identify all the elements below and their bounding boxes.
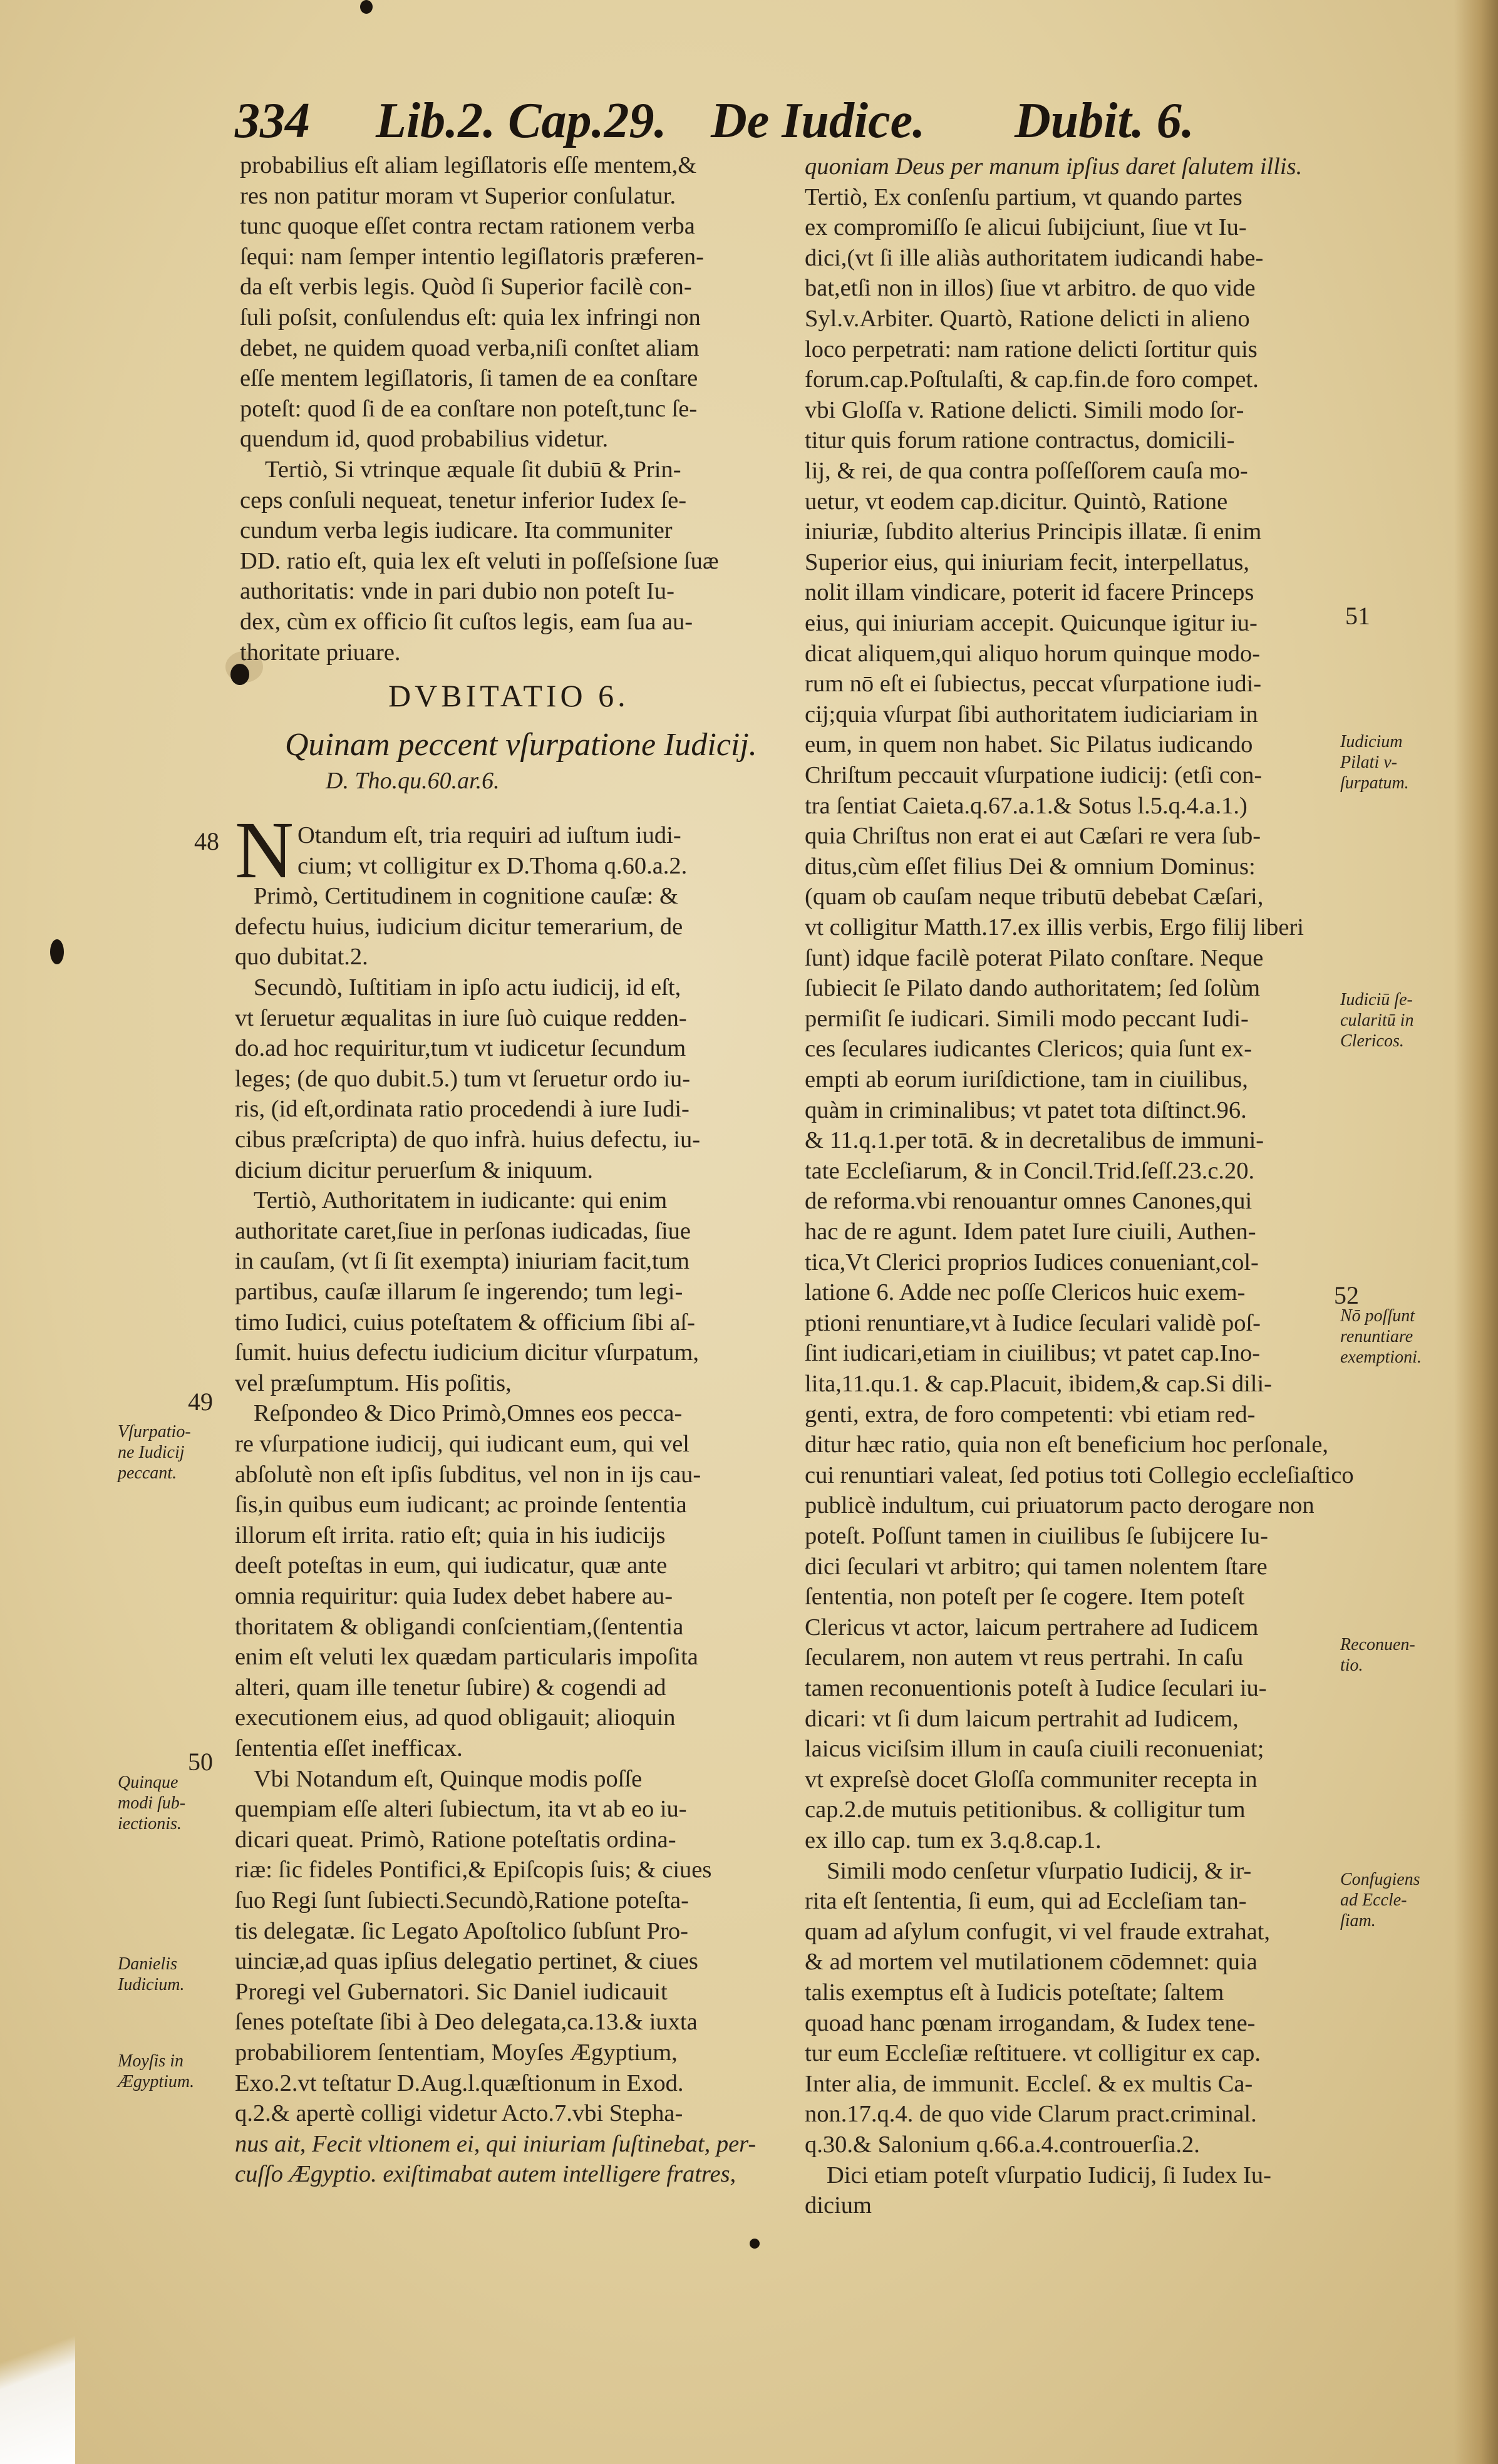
margin-gloss: [1340, 1306, 1422, 1368]
gloss-line: Confugiens: [1340, 1870, 1420, 1889]
text-line: ſis,in quibus eum iudicant; ac proinde ſententia: [235, 1492, 687, 1518]
text-line: q.2.& apertè colligi videtur Acto.7.vbi Stepha-: [235, 2100, 683, 2127]
text-line: abſolutè non eſt ipſis ſubditus, vel non in ijs cau-: [235, 1461, 701, 1488]
text-line: empti ab eorum iuriſdictione, tam in ciuilibus,: [805, 1066, 1248, 1093]
text-line: DD. ratio eſt, quia lex eſt veluti in poſſeſsione ſuæ: [240, 547, 719, 574]
gloss-line: modi ſub-: [118, 1793, 186, 1813]
text-line: re vſurpatione iudicij, qui iudicant eum, qui vel: [235, 1431, 690, 1457]
text-line: non.17.q.4. de quo vide Clarum pract.criminal.: [805, 2101, 1257, 2128]
text-line: titur quis forum ratione contractus, domicili-: [805, 427, 1235, 454]
text-line: vt ſeruetur æqualitas in iure ſuò cuique redden-: [235, 1004, 687, 1031]
text-line: Primò, Certitudinem in cognitione cauſæ: &: [254, 883, 678, 910]
text-line: omnia requiritur: quia Iudex debet habere au-: [235, 1583, 673, 1609]
text-line: cium; vt colligitur ex D.Thoma q.60.a.2.: [297, 852, 688, 879]
gloss-line: cularitū in: [1340, 1011, 1414, 1030]
gloss-line: Clericos.: [1340, 1031, 1404, 1051]
text-line: genti, extra, de foro competenti: vbi etiam red-: [805, 1401, 1256, 1428]
gloss-line: ad Eccle-: [1340, 1890, 1407, 1910]
gloss-line: renuntiare: [1340, 1327, 1413, 1346]
gloss-line: Reconuen-: [1340, 1635, 1415, 1654]
text-line: forum.cap.Poſtulaſti, & cap.fin.de foro compet.: [805, 366, 1259, 393]
text-line: Dici etiam poteſt vſurpatio Iudicij, ſi Iudex Iu-: [827, 2162, 1271, 2188]
text-line: rum nō eſt ei ſubiectus, peccat vſurpatione iudi-: [805, 671, 1262, 698]
text-line: (quam ob cauſam neque tributū debebat Cæſari,: [805, 884, 1264, 910]
text-line: nus ait, Fecit vltionem ei, qui iniuriam ſuſtinebat, per-: [235, 2130, 757, 2157]
text-line: permiſit ſe iudicari. Simili modo peccant Iudi-: [805, 1005, 1249, 1032]
margin-number: 51: [1345, 602, 1370, 630]
text-line: Clericus vt actor, laicum pertrahere ad Iudicem: [805, 1614, 1259, 1641]
text-line: loco perpetrati: nam ratione delicti ſortitur quis: [805, 336, 1258, 363]
gloss-line: Iudiciū ſe-: [1340, 990, 1413, 1009]
margin-gloss: [1340, 1869, 1420, 1931]
text-line: Vbi Notandum eſt, Quinque modis poſſe: [254, 1765, 643, 1792]
text-line: ſint iudicari,etiam in ciuilibus; vt patet cap.Ino-: [805, 1340, 1261, 1367]
dubitatio-title: DVBITATIO 6.: [388, 678, 629, 713]
text-line: authoritatis: vnde in pari dubio non poteſt Iu-: [240, 578, 674, 605]
text-line: dicat aliquem,qui aliquo horum quinque modo-: [805, 640, 1261, 667]
text-line: rita eſt ſententia, ſi eum, qui ad Eccleſiam tan-: [805, 1888, 1247, 1915]
text-line: tica,Vt Clerici proprios Iudices conueniant,col-: [805, 1249, 1259, 1276]
text-line: ſunt) idque facilè poterat Pilato conſtare. Neque: [805, 944, 1264, 971]
text-line: timo Iudici, cuius poteſtatem & officium ſibi aſ-: [235, 1309, 695, 1336]
text-line: deeſt poteſtas in eum, qui iudicatur, quæ ante: [235, 1552, 668, 1579]
dubitatio-subtitle: Quinam peccent vſurpatione Iudicij.: [285, 727, 757, 763]
text-line: riæ: ſic fideles Pontifici,& Epiſcopis ſuis; & ciues: [235, 1857, 712, 1884]
gloss-line: ſiam.: [1340, 1911, 1376, 1930]
text-line: bat,etſi non in illos) ſiue vt arbitro. de quo vide: [805, 275, 1256, 302]
text-line: alteri, quam ille tenetur ſubire) & cogendi ad: [235, 1674, 666, 1701]
dubitatio-reference: D. Tho.qu.60.ar.6.: [326, 768, 500, 794]
ink-blot: [750, 2239, 760, 2249]
text-line: hac de re agunt. Idem patet Iure ciuili, Authen-: [805, 1219, 1256, 1245]
text-line: quoniam Deus per manum ipſius daret ſalutem illis.: [805, 153, 1303, 180]
text-line: quam ad aſylum confugit, vi vel fraude extrahat,: [805, 1918, 1271, 1945]
gloss-line: ne Iudicij: [118, 1443, 185, 1462]
text-line: Superior eius, qui iniuriam fecit, interpellatus,: [805, 549, 1249, 575]
header-book: Lib.2. Cap.29.: [376, 93, 667, 148]
text-line: ſumit. huius defectu iudicium dicitur vſurpatum,: [235, 1339, 699, 1366]
text-line: thoritate priuare.: [240, 639, 401, 666]
text-line: poteſt. Poſſunt tamen in ciuilibus ſe ſubijcere Iu-: [805, 1523, 1268, 1549]
text-line: da eſt verbis legis. Quòd ſi Superior facilè con-: [240, 274, 692, 301]
text-line: ſententia eſſet inefficax.: [235, 1735, 463, 1761]
text-line: tamen reconuentionis poteſt à Iudice ſeculari iu-: [805, 1675, 1267, 1701]
text-line: poteſt: quod ſi de ea conſtare non poteſt,tunc ſe-: [240, 395, 698, 422]
ink-blot: [50, 939, 64, 964]
gloss-line: Ægyptium.: [118, 2072, 195, 2091]
margin-gloss: [1340, 1634, 1415, 1676]
text-line: & 11.q.1.per totā. & in decretalibus de immuni-: [805, 1127, 1264, 1154]
text-line: vt colligitur Matth.17.ex illis verbis, Ergo filij liberi: [805, 914, 1304, 941]
text-line: uinciæ,ad quas ipſius delegatio pertinet, & ciues: [235, 1948, 698, 1975]
text-line: Chriſtum peccauit vſurpatione iudicij: (etſi con-: [805, 762, 1263, 788]
text-line: tis delegatæ. ſic Legato Apoſtolico ſubſunt Pro-: [235, 1917, 688, 1944]
text-line: Secundò, Iuſtitiam in ipſo actu iudicij, id eſt,: [254, 974, 681, 1001]
text-line: dici ſeculari vt arbitro; qui tamen nolentem ſtare: [805, 1553, 1268, 1580]
margin-gloss: [118, 1954, 185, 1995]
margin-number: 48: [194, 827, 219, 855]
text-line: ditus,cùm eſſet filius Dei & omnium Dominus:: [805, 853, 1256, 880]
text-line: ex illo cap. tum ex 3.q.8.cap.1.: [805, 1827, 1102, 1853]
text-line: ex compromiſſo ſe alicui ſubijciunt, ſiue vt Iu-: [805, 214, 1247, 241]
text-line: executionem eius, ad quod obligauit; alioquin: [235, 1704, 676, 1731]
text-line: ſententia, non poteſt per ſe cogere. Item poteſt: [805, 1584, 1245, 1611]
text-line: dex, cùm ex officio ſit cuſtos legis, eam ſua au-: [240, 609, 693, 635]
text-line: tur eum Eccleſiæ reſtituere. vt colligitur ex cap.: [805, 2040, 1261, 2067]
text-line: authoritate caret,ſiue in perſonas iudicadas, ſiue: [235, 1217, 691, 1244]
text-line: ſequi: nam ſemper intentio legiſlatoris præferen-: [240, 243, 704, 270]
gloss-line: Iudicium.: [118, 1975, 185, 1994]
text-line: debet, ne quidem quoad verba,niſi conſtet aliam: [240, 334, 700, 361]
gloss-line: iectionis.: [118, 1814, 182, 1833]
margin-number: 52: [1334, 1281, 1359, 1309]
text-line: tunc quoque eſſet contra rectam rationem verba: [240, 213, 695, 240]
text-line: enim eſt veluti lex quædam particularis impoſita: [235, 1644, 698, 1671]
torn-corner: [0, 2307, 75, 2464]
text-line: lita,11.qu.1. & cap.Placuit, ibidem,& cap.Si dili-: [805, 1371, 1272, 1397]
text-line: cij;quia vſurpat ſibi authoritatem iudiciariam in: [805, 701, 1258, 728]
text-line: uetur, vt eodem cap.dicitur. Quintò, Ratione: [805, 488, 1228, 515]
margin-gloss: [118, 2051, 194, 2092]
text-line: Inter alia, de immunit. Eccleſ. & ex multis Ca-: [805, 2070, 1253, 2097]
text-line: ditur hæc ratio, quia non eſt beneficium hoc perſonale,: [805, 1431, 1329, 1458]
drop-cap: N: [235, 805, 294, 895]
gloss-line: ſurpatum.: [1340, 773, 1409, 793]
text-line: quàm in criminalibus; vt patet tota diſtinct.96.: [805, 1096, 1247, 1123]
text-line: & ad mortem vel mutilationem cōdemnet: quia: [805, 1949, 1258, 1976]
text-line: Exo.2.vt teſtatur D.Aug.l.quæſtionum in Exod.: [235, 2070, 684, 2096]
text-line: quo dubitat.2.: [235, 944, 368, 971]
text-line: ſubiecit ſe Pilato dando authoritatem; ſed ſolùm: [805, 975, 1261, 1002]
text-line: cundum verba legis iudicare. Ita communiter: [240, 517, 673, 544]
text-line: cuſſo Ægyptio. exiſtimabat autem intelligere fratres,: [235, 2161, 736, 2188]
text-line: dicium: [805, 2192, 872, 2219]
text-line: dicium dicitur peruerſum & iniquum.: [235, 1157, 594, 1183]
header-section: Dubit. 6.: [1015, 93, 1194, 148]
text-line: ceps conſuli nequeat, tenetur inferior Iudex ſe-: [240, 487, 687, 513]
text-line: ptioni renuntiare,vt à Iudice ſeculari validè poſ-: [805, 1309, 1261, 1336]
text-line: cui renuntiari valeat, ſed potius toti Collegio eccleſiaſtico: [805, 1461, 1354, 1488]
text-line: probabilius eſt aliam legiſlatoris eſſe mentem,&: [240, 152, 697, 178]
text-line: Proregi vel Gubernatori. Sic Daniel iudicauit: [235, 1978, 668, 2005]
gloss-line: Quinque: [118, 1773, 178, 1792]
text-line: res non patitur moram vt Superior conſulatur.: [240, 182, 676, 209]
ink-blot: [360, 0, 373, 14]
margin-number: 50: [188, 1748, 213, 1776]
gloss-line: Nō poſſunt: [1340, 1306, 1415, 1326]
text-line: partibus, cauſæ illarum ſe ingerendo; tum legi-: [235, 1279, 683, 1305]
margin-number: 49: [188, 1388, 213, 1416]
text-line: q.30.& Salonium q.66.a.4.controuerſia.2.: [805, 2132, 1200, 2158]
text-line: de reforma.vbi renouantur omnes Canones,qui: [805, 1188, 1253, 1215]
header-title: De Iudice.: [711, 93, 926, 148]
text-line: eius, qui iniuriam accepit. Quicunque igitur iu-: [805, 610, 1258, 636]
gloss-line: tio.: [1340, 1656, 1363, 1675]
gloss-line: Pilati v-: [1340, 753, 1397, 772]
text-line: Reſpondeo & Dico Primò,Omnes eos pecca-: [254, 1400, 683, 1427]
margin-gloss: [1340, 731, 1409, 793]
text-line: Tertiò, Si vtrinque æquale ſit dubiū & Prin-: [265, 456, 681, 483]
text-line: laicus viciſsim illum in cauſa ciuili reconueniat;: [805, 1736, 1264, 1763]
text-line: dici,(vt ſi ille aliàs authoritatem iudicandi habe-: [805, 244, 1264, 271]
text-line: vel præſumptum. His poſitis,: [235, 1369, 512, 1396]
text-line: ſuo Regi ſunt ſubiecti.Secundò,Ratione poteſta-: [235, 1887, 689, 1914]
text-line: Syl.v.Arbiter. Quartò, Ratione delicti in alieno: [805, 306, 1250, 332]
gloss-line: Moyſis in: [118, 2051, 183, 2071]
text-line: Otandum eſt, tria requiri ad iuſtum iudi-: [297, 822, 681, 848]
text-line: quendum id, quod probabilius videtur.: [240, 426, 609, 453]
text-line: Tertiò, Authoritatem in iudicante: qui enim: [254, 1187, 668, 1214]
text-line: quempiam eſſe alteri ſubiectum, ita vt ab eo iu-: [235, 1796, 687, 1823]
text-line: eſſe mentem legiſlatoris, ſi tamen de ea conſtare: [240, 365, 698, 392]
gloss-line: Danielis: [118, 1954, 177, 1974]
text-line: latione 6. Adde nec poſſe Clericos huic exem-: [805, 1279, 1246, 1306]
text-line: ſecularem, non autem vt reus pertrahi. In caſu: [805, 1644, 1244, 1671]
text-line: dicari queat. Primò, Ratione poteſtatis ordina-: [235, 1826, 676, 1853]
text-line: Tertiò, Ex conſenſu partium, vt quando partes: [805, 183, 1242, 210]
text-line: lij, & rei, de qua contra poſſeſſorem cauſa mo-: [805, 458, 1248, 484]
running-header: [235, 93, 1362, 149]
text-line: nolit illam vindicare, poterit id facere Princeps: [805, 579, 1254, 606]
gloss-line: Vſurpatio-: [118, 1422, 191, 1441]
text-line: vt expreſsè docet Gloſſa communiter recepta in: [805, 1766, 1258, 1793]
text-line: do.ad hoc requiritur,tum vt iudicetur ſecundum: [235, 1035, 686, 1062]
text-line: iniuriæ, ſubdito alterius Principis illatæ. ſi enim: [805, 518, 1262, 545]
text-line: illorum eſt irrita. ratio eſt; quia in his iudicijs: [235, 1522, 666, 1549]
text-line: tate Eccleſiarum, & in Concil.Trid.ſeſſ.23.c.20.: [805, 1157, 1255, 1184]
text-line: eum, in quem non habet. Sic Pilatus iudicando: [805, 731, 1253, 758]
text-line: ſenes poteſtate ſibi à Deo delegata,ca.13.& iuxta: [235, 2009, 698, 2036]
margin-gloss: [1340, 989, 1413, 1051]
text-line: ris, (id eſt,ordinata ratio procedendi à iure Iudi-: [235, 1096, 690, 1123]
text-line: cap.2.de mutuis petitionibus. & colligitur tum: [805, 1796, 1246, 1823]
margin-gloss: [118, 1421, 191, 1483]
text-line: ſuli poſsit, conſulendus eſt: quia lex infringi non: [240, 304, 701, 331]
gloss-line: exemptioni.: [1340, 1348, 1422, 1367]
page-number: 334: [235, 93, 310, 148]
text-line: tra ſentiat Caieta.q.67.a.1.& Sotus l.5.q.4.a.1.): [805, 792, 1247, 819]
text-line: ces ſeculares iudicantes Clericos; quia ſunt ex-: [805, 1036, 1253, 1063]
text-line: leges; (de quo dubit.5.) tum vt ſeruetur ordo iu-: [235, 1065, 691, 1092]
text-line: probabiliorem ſententiam, Moyſes Ægyptium,: [235, 2039, 678, 2066]
text-line: cibus præſcripta) de quo infrà. huius defectu, iu-: [235, 1126, 701, 1153]
gloss-line: peccant.: [118, 1463, 177, 1483]
text-line: Simili modo cenſetur vſurpatio Iudicij, & ir-: [827, 1857, 1252, 1884]
text-line: vbi Gloſſa v. Ratione delicti. Simili modo ſor-: [805, 396, 1244, 423]
text-line: thoritatem & obligandi conſcientiam,(ſententia: [235, 1613, 684, 1640]
text-line: in cauſam, (vt ſi ſit exempta) iniuriam facit,tum: [235, 1248, 690, 1275]
text-line: quoad hanc pœnam irrogandam, & Iudex tene-: [805, 2009, 1256, 2036]
text-line: quia Chriſtus non erat ei aut Cæſari re vera ſub-: [805, 823, 1261, 850]
page-edge-shadow: [1454, 0, 1498, 2464]
gloss-line: Iudicium: [1340, 732, 1403, 751]
text-line: talis exemptus eſt à Iudicis poteſtate; ſaltem: [805, 1979, 1224, 2006]
text-line: dicari: vt ſi dum laicum pertrahit ad Iudicem,: [805, 1705, 1239, 1732]
text-line: defectu huius, iudicium dicitur temerarium, de: [235, 913, 683, 940]
margin-gloss: [118, 1772, 185, 1834]
text-line: publicè indultum, cui priuatorum pacto derogare non: [805, 1492, 1315, 1519]
